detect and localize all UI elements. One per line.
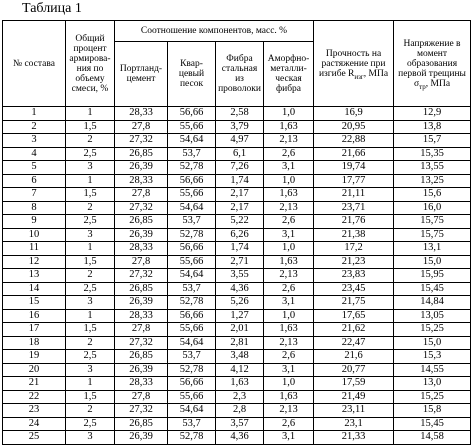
header-steel-fiber: Фибра стальная из проволоки bbox=[216, 42, 264, 107]
cell-bending-strength: 23,1 bbox=[314, 417, 394, 431]
cell-crack-stress: 14,55 bbox=[394, 363, 471, 377]
cell-sand: 53,7 bbox=[168, 350, 216, 364]
cell-sand: 54,64 bbox=[168, 404, 216, 418]
cell-fiber-percent: 1 bbox=[66, 107, 115, 121]
cell-amorphous-fiber: 2,6 bbox=[264, 282, 314, 296]
header-sand: Квар-цевый песок bbox=[168, 42, 216, 107]
cell-cement: 26,39 bbox=[115, 161, 168, 175]
table-row bbox=[3, 296, 471, 310]
header-fiber-percent: Общий процент армирова-ния по объему смеси, % bbox=[66, 21, 115, 107]
cell-sand: 54,64 bbox=[168, 201, 216, 215]
cell-amorphous-fiber: 2,13 bbox=[264, 201, 314, 215]
cell-cement: 27,8 bbox=[115, 255, 168, 269]
cell-crack-stress: 13,1 bbox=[394, 242, 471, 256]
cell-number: 19 bbox=[3, 350, 66, 364]
table-row bbox=[3, 107, 471, 121]
cell-bending-strength: 22,47 bbox=[314, 336, 394, 350]
cell-amorphous-fiber: 1,0 bbox=[264, 107, 314, 121]
cell-number: 4 bbox=[3, 147, 66, 161]
cell-sand: 56,66 bbox=[168, 242, 216, 256]
cell-sand: 54,64 bbox=[168, 134, 216, 148]
cell-fiber-percent: 2 bbox=[66, 269, 115, 283]
table-row bbox=[3, 228, 471, 242]
cell-steel-fiber: 2,17 bbox=[216, 201, 264, 215]
header-amorphous-fiber: Аморфно-металли-ческая фибра bbox=[264, 42, 314, 107]
header-crack-stress: Напряжение в момент образования первой трещины $\sigma_{тр}$, МПа bbox=[394, 21, 471, 107]
cell-steel-fiber: 1,74 bbox=[216, 174, 264, 188]
cell-steel-fiber: 1,27 bbox=[216, 309, 264, 323]
header-number: № состава bbox=[3, 21, 66, 107]
cell-steel-fiber: 2,81 bbox=[216, 336, 264, 350]
cell-fiber-percent: 2 bbox=[66, 134, 115, 148]
cell-amorphous-fiber: 2,6 bbox=[264, 417, 314, 431]
cell-crack-stress: 15,45 bbox=[394, 282, 471, 296]
table-row bbox=[3, 309, 471, 323]
header-bending-strength: Прочность на растяжение при изгибе $R_{изг}$, МПа bbox=[314, 21, 394, 107]
cell-amorphous-fiber: 2,13 bbox=[264, 134, 314, 148]
cell-steel-fiber: 3,57 bbox=[216, 417, 264, 431]
cell-crack-stress: 15,25 bbox=[394, 390, 471, 404]
cell-fiber-percent: 1 bbox=[66, 309, 115, 323]
cell-amorphous-fiber: 1,63 bbox=[264, 323, 314, 337]
cell-steel-fiber: 6,26 bbox=[216, 228, 264, 242]
cell-fiber-percent: 2,5 bbox=[66, 350, 115, 364]
cell-crack-stress: 14,84 bbox=[394, 296, 471, 310]
cell-cement: 27,32 bbox=[115, 404, 168, 418]
cell-steel-fiber: 4,36 bbox=[216, 282, 264, 296]
table-row bbox=[3, 215, 471, 229]
cell-crack-stress: 15,75 bbox=[394, 215, 471, 229]
header-component-ratio: Соотношение компонентов, масс. % bbox=[115, 21, 314, 42]
cell-cement: 28,33 bbox=[115, 107, 168, 121]
cell-steel-fiber: 7,26 bbox=[216, 161, 264, 175]
cell-steel-fiber: 1,63 bbox=[216, 377, 264, 391]
cell-fiber-percent: 2 bbox=[66, 336, 115, 350]
cell-bending-strength: 16,9 bbox=[314, 107, 394, 121]
cell-fiber-percent: 3 bbox=[66, 431, 115, 445]
cell-amorphous-fiber: 1,63 bbox=[264, 390, 314, 404]
cell-crack-stress: 15,25 bbox=[394, 323, 471, 337]
cell-fiber-percent: 2,5 bbox=[66, 215, 115, 229]
cell-cement: 27,32 bbox=[115, 269, 168, 283]
cell-crack-stress: 15,35 bbox=[394, 147, 471, 161]
cell-fiber-percent: 3 bbox=[66, 296, 115, 310]
cell-steel-fiber: 2,3 bbox=[216, 390, 264, 404]
cell-amorphous-fiber: 1,0 bbox=[264, 377, 314, 391]
cell-fiber-percent: 2,5 bbox=[66, 147, 115, 161]
table-row bbox=[3, 120, 471, 134]
cell-crack-stress: 14,58 bbox=[394, 431, 471, 445]
cell-cement: 28,33 bbox=[115, 309, 168, 323]
cell-bending-strength: 23,71 bbox=[314, 201, 394, 215]
cell-steel-fiber: 4,97 bbox=[216, 134, 264, 148]
cell-cement: 28,33 bbox=[115, 242, 168, 256]
cell-amorphous-fiber: 1,0 bbox=[264, 309, 314, 323]
cell-sand: 52,78 bbox=[168, 363, 216, 377]
cell-number: 21 bbox=[3, 377, 66, 391]
cell-sand: 53,7 bbox=[168, 417, 216, 431]
cell-steel-fiber: 6,1 bbox=[216, 147, 264, 161]
cell-bending-strength: 17,2 bbox=[314, 242, 394, 256]
cell-crack-stress: 15,7 bbox=[394, 134, 471, 148]
table-row bbox=[3, 134, 471, 148]
cell-bending-strength: 21,11 bbox=[314, 188, 394, 202]
cell-number: 5 bbox=[3, 161, 66, 175]
table-row bbox=[3, 255, 471, 269]
table-row bbox=[3, 174, 471, 188]
cell-bending-strength: 17,59 bbox=[314, 377, 394, 391]
cell-crack-stress: 13,8 bbox=[394, 120, 471, 134]
table-row bbox=[3, 323, 471, 337]
cell-sand: 52,78 bbox=[168, 296, 216, 310]
cell-sand: 56,66 bbox=[168, 107, 216, 121]
cell-crack-stress: 15,8 bbox=[394, 404, 471, 418]
cell-sand: 53,7 bbox=[168, 215, 216, 229]
cell-sand: 53,7 bbox=[168, 282, 216, 296]
cell-bending-strength: 17,77 bbox=[314, 174, 394, 188]
cell-crack-stress: 15,3 bbox=[394, 350, 471, 364]
cell-crack-stress: 13,55 bbox=[394, 161, 471, 175]
cell-amorphous-fiber: 1,0 bbox=[264, 174, 314, 188]
cell-amorphous-fiber: 2,6 bbox=[264, 350, 314, 364]
cell-amorphous-fiber: 2,6 bbox=[264, 147, 314, 161]
cell-steel-fiber: 5,22 bbox=[216, 215, 264, 229]
cell-bending-strength: 21,23 bbox=[314, 255, 394, 269]
cell-bending-strength: 21,49 bbox=[314, 390, 394, 404]
header-cement: Портланд-цемент bbox=[115, 42, 168, 107]
cell-amorphous-fiber: 2,13 bbox=[264, 404, 314, 418]
cell-crack-stress: 15,0 bbox=[394, 336, 471, 350]
cell-cement: 28,33 bbox=[115, 174, 168, 188]
cell-cement: 28,33 bbox=[115, 377, 168, 391]
cell-number: 20 bbox=[3, 363, 66, 377]
cell-sand: 56,66 bbox=[168, 377, 216, 391]
cell-cement: 27,8 bbox=[115, 323, 168, 337]
cell-crack-stress: 16,0 bbox=[394, 201, 471, 215]
cell-sand: 55,66 bbox=[168, 255, 216, 269]
cell-amorphous-fiber: 3,1 bbox=[264, 228, 314, 242]
cell-cement: 27,32 bbox=[115, 201, 168, 215]
table-row bbox=[3, 147, 471, 161]
cell-amorphous-fiber: 3,1 bbox=[264, 363, 314, 377]
cell-number: 18 bbox=[3, 336, 66, 350]
cell-cement: 26,39 bbox=[115, 228, 168, 242]
cell-amorphous-fiber: 3,1 bbox=[264, 431, 314, 445]
cell-bending-strength: 21,33 bbox=[314, 431, 394, 445]
cell-sand: 56,66 bbox=[168, 309, 216, 323]
table-caption: Таблица 1 bbox=[22, 1, 82, 16]
cell-fiber-percent: 1 bbox=[66, 174, 115, 188]
table-row bbox=[3, 201, 471, 215]
cell-number: 1 bbox=[3, 107, 66, 121]
cell-amorphous-fiber: 3,1 bbox=[264, 161, 314, 175]
table-row bbox=[3, 242, 471, 256]
cell-crack-stress: 15,0 bbox=[394, 255, 471, 269]
cell-cement: 26,85 bbox=[115, 215, 168, 229]
cell-steel-fiber: 2,17 bbox=[216, 188, 264, 202]
table-row bbox=[3, 350, 471, 364]
cell-amorphous-fiber: 2,6 bbox=[264, 215, 314, 229]
cell-cement: 27,32 bbox=[115, 336, 168, 350]
cell-crack-stress: 13,25 bbox=[394, 174, 471, 188]
cell-sand: 52,78 bbox=[168, 228, 216, 242]
cell-crack-stress: 15,6 bbox=[394, 188, 471, 202]
cell-fiber-percent: 2 bbox=[66, 404, 115, 418]
cell-steel-fiber: 2,01 bbox=[216, 323, 264, 337]
cell-crack-stress: 13,05 bbox=[394, 309, 471, 323]
cell-number: 16 bbox=[3, 309, 66, 323]
cell-cement: 26,39 bbox=[115, 431, 168, 445]
cell-number: 8 bbox=[3, 201, 66, 215]
cell-fiber-percent: 2,5 bbox=[66, 417, 115, 431]
cell-sand: 54,64 bbox=[168, 336, 216, 350]
cell-steel-fiber: 2,71 bbox=[216, 255, 264, 269]
cell-crack-stress: 15,95 bbox=[394, 269, 471, 283]
cell-crack-stress: 15,45 bbox=[394, 417, 471, 431]
cell-number: 22 bbox=[3, 390, 66, 404]
cell-number: 23 bbox=[3, 404, 66, 418]
cell-bending-strength: 21,76 bbox=[314, 215, 394, 229]
cell-number: 12 bbox=[3, 255, 66, 269]
cell-bending-strength: 20,95 bbox=[314, 120, 394, 134]
cell-bending-strength: 21,75 bbox=[314, 296, 394, 310]
cell-bending-strength: 21,6 bbox=[314, 350, 394, 364]
cell-sand: 55,66 bbox=[168, 188, 216, 202]
cell-number: 25 bbox=[3, 431, 66, 445]
cell-amorphous-fiber: 1,0 bbox=[264, 242, 314, 256]
cell-fiber-percent: 3 bbox=[66, 363, 115, 377]
cell-amorphous-fiber: 1,63 bbox=[264, 120, 314, 134]
cell-fiber-percent: 2 bbox=[66, 201, 115, 215]
cell-amorphous-fiber: 1,63 bbox=[264, 188, 314, 202]
cell-bending-strength: 17,65 bbox=[314, 309, 394, 323]
table-row bbox=[3, 390, 471, 404]
table-body bbox=[3, 107, 471, 445]
cell-cement: 26,85 bbox=[115, 147, 168, 161]
table-row bbox=[3, 363, 471, 377]
cell-bending-strength: 23,11 bbox=[314, 404, 394, 418]
composition-table bbox=[2, 20, 471, 445]
table-row bbox=[3, 417, 471, 431]
cell-cement: 26,39 bbox=[115, 363, 168, 377]
cell-steel-fiber: 3,48 bbox=[216, 350, 264, 364]
cell-bending-strength: 21,38 bbox=[314, 228, 394, 242]
cell-number: 11 bbox=[3, 242, 66, 256]
cell-bending-strength: 21,62 bbox=[314, 323, 394, 337]
cell-cement: 26,39 bbox=[115, 296, 168, 310]
cell-fiber-percent: 3 bbox=[66, 228, 115, 242]
cell-sand: 55,66 bbox=[168, 323, 216, 337]
cell-crack-stress: 12,9 bbox=[394, 107, 471, 121]
cell-number: 3 bbox=[3, 134, 66, 148]
table-row bbox=[3, 377, 471, 391]
cell-number: 13 bbox=[3, 269, 66, 283]
cell-bending-strength: 23,83 bbox=[314, 269, 394, 283]
table-row bbox=[3, 336, 471, 350]
cell-crack-stress: 13,0 bbox=[394, 377, 471, 391]
cell-steel-fiber: 3,79 bbox=[216, 120, 264, 134]
cell-number: 6 bbox=[3, 174, 66, 188]
cell-fiber-percent: 1,5 bbox=[66, 323, 115, 337]
cell-number: 14 bbox=[3, 282, 66, 296]
cell-sand: 53,7 bbox=[168, 147, 216, 161]
cell-number: 24 bbox=[3, 417, 66, 431]
cell-fiber-percent: 1,5 bbox=[66, 120, 115, 134]
cell-cement: 26,85 bbox=[115, 282, 168, 296]
cell-steel-fiber: 3,55 bbox=[216, 269, 264, 283]
cell-sand: 56,66 bbox=[168, 174, 216, 188]
cell-steel-fiber: 2,8 bbox=[216, 404, 264, 418]
cell-sand: 52,78 bbox=[168, 161, 216, 175]
cell-number: 9 bbox=[3, 215, 66, 229]
cell-steel-fiber: 2,58 bbox=[216, 107, 264, 121]
cell-fiber-percent: 1,5 bbox=[66, 188, 115, 202]
cell-steel-fiber: 5,26 bbox=[216, 296, 264, 310]
cell-cement: 27,8 bbox=[115, 120, 168, 134]
cell-fiber-percent: 1 bbox=[66, 242, 115, 256]
table-row bbox=[3, 282, 471, 296]
cell-number: 10 bbox=[3, 228, 66, 242]
cell-bending-strength: 22,88 bbox=[314, 134, 394, 148]
cell-number: 7 bbox=[3, 188, 66, 202]
cell-sand: 52,78 bbox=[168, 431, 216, 445]
cell-cement: 27,32 bbox=[115, 134, 168, 148]
cell-steel-fiber: 4,36 bbox=[216, 431, 264, 445]
cell-bending-strength: 23,45 bbox=[314, 282, 394, 296]
cell-amorphous-fiber: 3,1 bbox=[264, 296, 314, 310]
cell-fiber-percent: 3 bbox=[66, 161, 115, 175]
table-row bbox=[3, 188, 471, 202]
cell-number: 2 bbox=[3, 120, 66, 134]
table-row bbox=[3, 404, 471, 418]
cell-sand: 55,66 bbox=[168, 120, 216, 134]
cell-fiber-percent: 1,5 bbox=[66, 255, 115, 269]
cell-sand: 55,66 bbox=[168, 390, 216, 404]
cell-cement: 27,8 bbox=[115, 188, 168, 202]
cell-sand: 54,64 bbox=[168, 269, 216, 283]
cell-crack-stress: 15,75 bbox=[394, 228, 471, 242]
cell-amorphous-fiber: 1,63 bbox=[264, 255, 314, 269]
cell-fiber-percent: 2,5 bbox=[66, 282, 115, 296]
cell-bending-strength: 19,74 bbox=[314, 161, 394, 175]
cell-number: 17 bbox=[3, 323, 66, 337]
cell-cement: 26,85 bbox=[115, 350, 168, 364]
cell-bending-strength: 20,77 bbox=[314, 363, 394, 377]
cell-fiber-percent: 1,5 bbox=[66, 390, 115, 404]
table-row bbox=[3, 161, 471, 175]
table-row bbox=[3, 269, 471, 283]
cell-fiber-percent: 1 bbox=[66, 377, 115, 391]
cell-bending-strength: 21,66 bbox=[314, 147, 394, 161]
cell-amorphous-fiber: 2,13 bbox=[264, 269, 314, 283]
cell-cement: 27,8 bbox=[115, 390, 168, 404]
cell-amorphous-fiber: 2,13 bbox=[264, 336, 314, 350]
cell-number: 15 bbox=[3, 296, 66, 310]
cell-cement: 26,85 bbox=[115, 417, 168, 431]
cell-steel-fiber: 1,74 bbox=[216, 242, 264, 256]
cell-steel-fiber: 4,12 bbox=[216, 363, 264, 377]
